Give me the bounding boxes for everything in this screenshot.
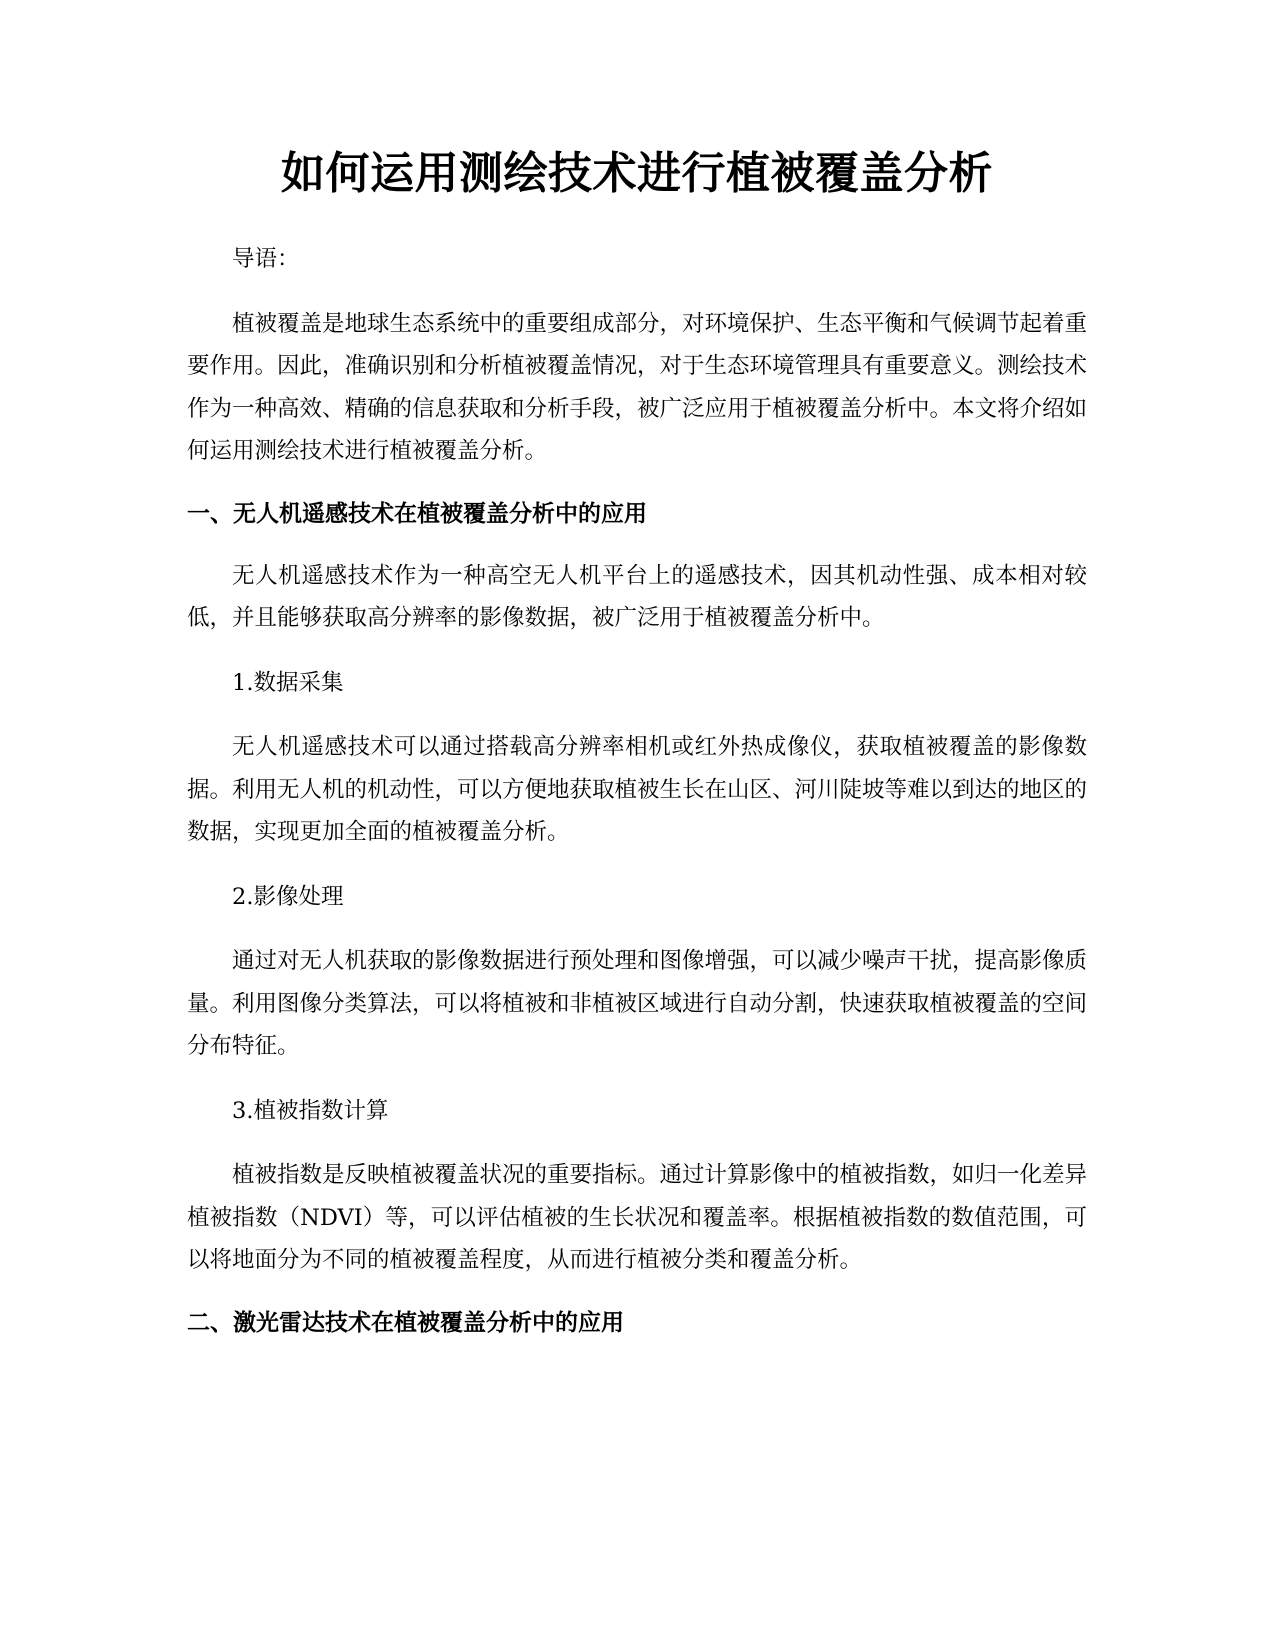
document-title: 如何运用测绘技术进行植被覆盖分析 — [281, 148, 993, 199]
section-heading-lidar: 二、激光雷达技术在植被覆盖分析中的应用 — [187, 1309, 624, 1336]
document-body — [187, 142, 1087, 1344]
section-heading-uav: 一、无人机遥感技术在植被覆盖分析中的应用 — [187, 500, 647, 527]
intro-paragraph: 植被覆盖是地球生态系统中的重要组成部分，对环境保护、生态平衡和气候调节起着重要作用。因此，准确识别和分析植被覆盖情况，对于生态环境管理具有重要意义。测绘技术作为一种高效、精确的信息获取和分析手段，被广泛应用于植被覆盖分析中。本文将介绍如何运用测绘技术进行植被覆盖分析。 — [187, 310, 1088, 464]
paragraph-data-collection: 无人机遥感技术可以通过搭载高分辨率相机或红外热成像仪，获取植被覆盖的影像数据。利用无人机的机动性，可以方便地获取植被生长在山区、河川陡坡等难以到达的地区的数据，实现更加全面的植被覆盖分析。 — [187, 734, 1088, 845]
paragraph-image-processing: 通过对无人机获取的影像数据进行预处理和图像增强，可以减少噪声干扰，提高影像质量。利用图像分类算法，可以将植被和非植被区域进行自动分割，快速获取植被覆盖的空间分布特征。 — [187, 948, 1088, 1059]
intro-label: 导语： — [232, 246, 300, 272]
subheading-vegetation-index: 3.植被指数计算 — [232, 1097, 389, 1124]
subheading-data-collection: 1.数据采集 — [232, 669, 344, 696]
paragraph-vegetation-index: 植被指数是反映植被覆盖状况的重要指标。通过计算影像中的植被指数，如归一化差异植被指数（NDVI）等，可以评估植被的生长状况和覆盖率。根据植被指数的数值范围，可以将地面分为不同的植被覆盖程度，从而进行植被分类和覆盖分析。 — [187, 1162, 1088, 1273]
section-uav-intro: 无人机遥感技术作为一种高空无人机平台上的遥感技术，因其机动性强、成本相对较低，并且能够获取高分辨率的影像数据，被广泛用于植被覆盖分析中。 — [187, 562, 1087, 631]
subheading-image-processing: 2.影像处理 — [232, 883, 344, 910]
